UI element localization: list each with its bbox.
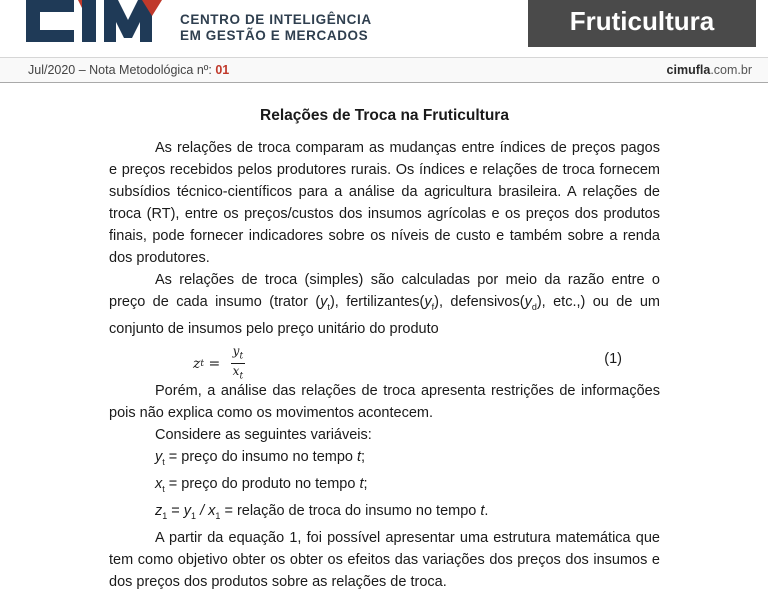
eq-fraction (231, 344, 245, 384)
p2-sub-3: d (531, 301, 537, 312)
equation-formula (193, 344, 245, 384)
var1-t: t (357, 448, 362, 465)
document-title: Relações de Troca na Fruticultura (260, 107, 509, 124)
paragraph-1: As relações de troca comparam as mudanças entre índices de preços pagos e preços recebidos pelos produtores rurais. Os índices e relações de troca fornecem subsídios técnico-científicos para a análise da agricultura brasileira. A relações de troca (RT), entre os preços/custos dos insumos agrícolas e os preços dos produtos finais, pode fornecer indicadores sobre os níveis de custo e também sobre a renda dos produtores. (109, 140, 660, 266)
var2-text: = preço do produto no tempo (164, 475, 360, 492)
var1-symbol: y (155, 448, 163, 465)
section-title: Fruticultura (528, 0, 756, 47)
eq-den-sub: t (239, 371, 244, 382)
var3-t: t (480, 502, 485, 519)
var2-t: t (359, 475, 364, 492)
paragraph-2 (109, 269, 660, 340)
site-domain: .com.br (710, 63, 752, 77)
eq-lhs-sub: t (200, 358, 205, 369)
var3-y: y (183, 502, 192, 519)
var3-eq: = (167, 502, 184, 519)
eq-num-var: y (232, 343, 240, 358)
var3-slash: / (196, 502, 209, 519)
p2-text-c: ), defensivos( (434, 294, 525, 310)
p2-text-d: ), etc.,) ou de um conjunto de insumos pelo preço unitário do produto (109, 294, 660, 337)
p2-sub-2: f (431, 301, 435, 312)
document-body (109, 105, 660, 593)
eq-numerator (231, 344, 245, 364)
eq-equals: = (204, 355, 225, 372)
paragraph-3: Porém, a análise das relações de troca apresenta restrições de informações pois não explica como os movimentos acontecem. (109, 382, 660, 421)
organization-name: CENTRO DE INTELIGÊNCIA EM GESTÃO E MERCADOS (180, 12, 372, 43)
eq-lhs: z (193, 355, 201, 372)
note-number: 01 (215, 63, 230, 77)
equation-number: (1) (604, 350, 622, 367)
p2-text-a: As relações de troca (simples) são calculadas por meio da razão entre o preço de cada insumo (trator ( (109, 272, 660, 310)
var2-symbol: x (155, 475, 163, 492)
var3-ys: 1 (191, 510, 197, 521)
var3-text: = relação de troca do insumo no tempo (220, 502, 481, 519)
paragraph-4: Considere as seguintes variáveis: (155, 426, 372, 443)
p2-var-3: y (524, 294, 532, 310)
variable-z (155, 500, 660, 527)
p2-text-b: ), fertilizantes( (329, 294, 425, 310)
var3-z: z (155, 502, 163, 519)
page-header (0, 0, 768, 52)
meta-bar (0, 57, 768, 83)
eq-num-sub: t (239, 351, 244, 362)
variable-x (155, 473, 660, 500)
site-name: cimufla (666, 63, 711, 77)
paragraph-5: A partir da equação 1, foi possível apresentar uma estrutura matemática que tem como objetivo obter os obter os efeitos das variações dos preços dos insumos e dos preços dos produtos sobre as relações de troca. (109, 529, 660, 590)
eq-denominator (233, 364, 243, 383)
p2-var-2: y (424, 294, 432, 310)
var1-end: ; (361, 448, 366, 465)
var3-zs: 1 (162, 510, 168, 521)
site-link[interactable] (667, 63, 752, 77)
cim-logo (22, 0, 162, 44)
var1-text: = preço do insumo no tempo (164, 448, 358, 465)
note-meta (28, 63, 229, 77)
equation-1 (109, 340, 660, 380)
note-meta-text: Jul/2020 – Nota Metodológica nº: (28, 63, 216, 77)
var3-x: x (208, 502, 216, 519)
var2-sub: t (162, 483, 165, 494)
p2-var-1: y (320, 294, 328, 310)
eq-den-var: x (232, 364, 240, 379)
var2-end: ; (363, 475, 368, 492)
p2-sub-1: t (327, 301, 330, 312)
var3-xs: 1 (215, 510, 221, 521)
variable-y (155, 446, 660, 473)
var3-end: . (484, 502, 489, 519)
var1-sub: t (162, 456, 165, 467)
